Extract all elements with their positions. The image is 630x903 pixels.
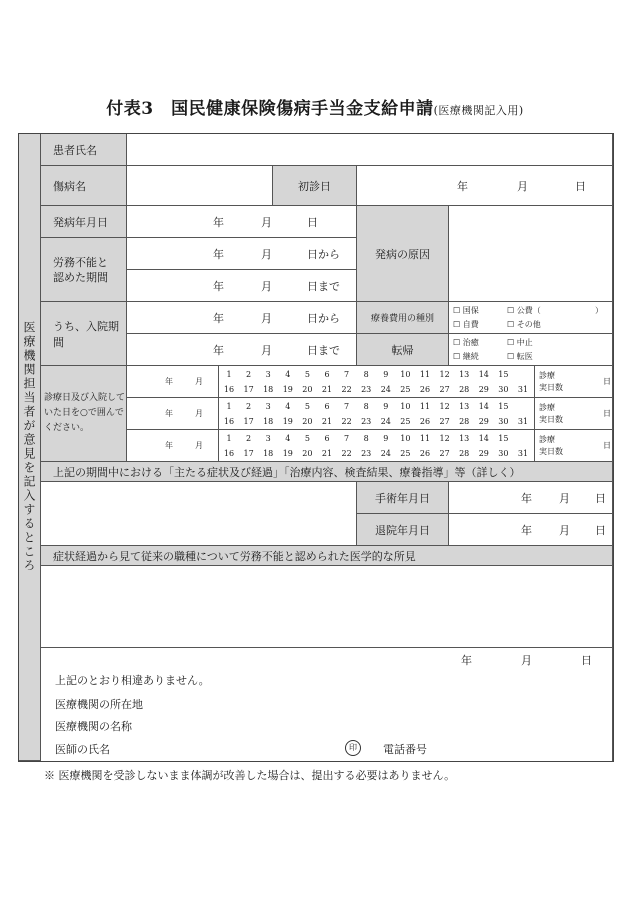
calendar-day[interactable]: 19 <box>282 417 293 426</box>
calendar-day[interactable]: 27 <box>439 449 450 458</box>
opinion-field[interactable] <box>41 566 613 648</box>
patient-name-label: 患者氏名 <box>41 134 127 166</box>
calendar-day[interactable]: 18 <box>263 449 274 458</box>
calendar-day[interactable]: 12 <box>439 370 450 379</box>
calendar-day[interactable]: 24 <box>380 385 391 394</box>
calendar-day[interactable]: 5 <box>304 370 310 379</box>
onset-year: 年 <box>213 215 224 229</box>
side-label: 医療機関担当者が意見を記入するところ <box>19 134 41 761</box>
onset-day: 日 <box>307 215 318 229</box>
calendar-day[interactable]: 7 <box>344 370 350 379</box>
patient-name-field[interactable] <box>127 134 613 166</box>
calendar-3-count-label-a: 診療 <box>539 435 555 444</box>
incapacity-from-day: 日から <box>307 247 340 261</box>
calendar-3-month: 月 <box>195 441 203 450</box>
form-title <box>0 94 630 119</box>
calendar-day[interactable]: 23 <box>361 449 372 458</box>
calendar-day[interactable]: 19 <box>282 449 293 458</box>
calendar-day[interactable]: 28 <box>459 449 470 458</box>
hospital-until-year: 年 <box>213 343 224 357</box>
calendar-day[interactable]: 14 <box>478 402 489 411</box>
calendar-2-year: 年 <box>165 409 173 418</box>
calendar-day[interactable]: 16 <box>223 417 235 426</box>
calendar-day[interactable]: 15 <box>498 370 509 379</box>
calendar-day[interactable]: 4 <box>285 434 291 443</box>
calendar-day[interactable]: 13 <box>459 370 470 379</box>
calendar-day[interactable]: 8 <box>363 402 369 411</box>
calendar-day[interactable]: 1 <box>226 402 232 411</box>
calendar-day[interactable]: 21 <box>321 417 333 426</box>
cost-type-options <box>449 302 613 334</box>
calendar-day[interactable]: 8 <box>363 370 369 379</box>
calendar-day[interactable]: 11 <box>419 402 431 411</box>
calendar-day[interactable]: 18 <box>263 385 274 394</box>
calendar-day[interactable]: 15 <box>498 434 509 443</box>
surgery-date-field[interactable] <box>449 482 613 514</box>
calendar-day[interactable]: 7 <box>344 434 350 443</box>
calendar-day[interactable]: 27 <box>439 385 450 394</box>
calendar-day[interactable]: 13 <box>459 402 470 411</box>
calendar-2-count-label-a: 診療 <box>539 403 555 412</box>
calendar-2-month: 月 <box>195 409 203 418</box>
calendar-day[interactable]: 21 <box>321 449 333 458</box>
calendar-day[interactable]: 28 <box>459 417 470 426</box>
calendar-day[interactable]: 22 <box>341 449 352 458</box>
calendar-day[interactable]: 6 <box>324 434 330 443</box>
footnote: ※ 医療機関を受診しないまま体調が改善した場合は、提出する必要はありません。 <box>44 769 456 782</box>
disease-name-field[interactable] <box>127 166 273 206</box>
outcome-option-transfer[interactable]: ☐ 転医 <box>507 352 533 361</box>
surgery-day: 日 <box>595 491 606 505</box>
calendar-day[interactable]: 14 <box>478 434 489 443</box>
first-visit-year: 年 <box>457 179 468 193</box>
calendar-day[interactable]: 5 <box>304 434 310 443</box>
cost-option-kouhi-close: ） <box>595 306 603 315</box>
surgery-date-label: 手術年月日 <box>357 482 449 514</box>
calendar-days-2[interactable] <box>219 398 535 430</box>
calendar-day[interactable]: 9 <box>383 434 389 443</box>
calendar-day[interactable]: 26 <box>419 449 431 458</box>
calendar-count-2[interactable] <box>535 398 613 430</box>
certification-block <box>41 648 613 761</box>
calendar-day[interactable]: 24 <box>380 449 391 458</box>
calendar-day[interactable]: 10 <box>400 402 411 411</box>
calendar-month-1[interactable] <box>127 366 219 398</box>
calendar-day[interactable]: 3 <box>265 402 271 411</box>
hospital-from-day: 日から <box>307 311 340 325</box>
calendar-day[interactable]: 10 <box>400 434 411 443</box>
incapacity-period-label: 労務不能と認めた期間 <box>41 238 127 302</box>
form-title-main: 付表3 国民健康保険傷病手当金支給申請 <box>106 99 434 119</box>
cost-option-other[interactable]: ☐ その他 <box>507 320 541 329</box>
calendar-day[interactable]: 30 <box>498 385 509 394</box>
calendar-1-count-label-b: 実日数 <box>539 383 563 392</box>
calendar-count-1[interactable] <box>535 366 613 398</box>
calendar-day[interactable]: 17 <box>243 449 254 458</box>
calendar-day[interactable]: 2 <box>246 370 252 379</box>
calendar-day[interactable]: 17 <box>243 417 254 426</box>
incapacity-until-day: 日まで <box>307 279 340 293</box>
calendar-day[interactable]: 15 <box>498 402 509 411</box>
calendar-day[interactable]: 19 <box>282 385 293 394</box>
application-form <box>18 133 614 762</box>
calendar-day[interactable]: 24 <box>380 417 391 426</box>
discharge-date-label: 退院年月日 <box>357 514 449 546</box>
calendar-day[interactable]: 9 <box>383 370 389 379</box>
calendar-day[interactable]: 1 <box>226 434 232 443</box>
calendar-day[interactable]: 25 <box>400 449 411 458</box>
calendar-day[interactable]: 6 <box>324 402 330 411</box>
outcome-options <box>449 334 613 366</box>
incapacity-from-field[interactable] <box>127 238 357 270</box>
calendar-day[interactable]: 9 <box>383 402 389 411</box>
outcome-option-stopped[interactable]: ☐ 中止 <box>507 338 533 347</box>
calendar-day[interactable]: 12 <box>439 402 450 411</box>
cert-address-label: 医療機関の所在地 <box>55 698 143 711</box>
onset-month: 月 <box>261 215 272 229</box>
surgery-month: 月 <box>559 491 570 505</box>
calendar-day[interactable]: 31 <box>517 417 529 426</box>
onset-date-field[interactable] <box>127 206 357 238</box>
calendar-3-year: 年 <box>165 441 173 450</box>
cert-doctor-label: 医師の氏名 <box>55 743 110 756</box>
outcome-label: 転帰 <box>357 334 449 366</box>
calendar-day[interactable]: 20 <box>302 449 313 458</box>
calendar-day[interactable]: 28 <box>459 385 470 394</box>
outcome-option-continuing[interactable]: ☐ 継続 <box>453 352 479 361</box>
seal-icon: 印 <box>345 740 361 756</box>
calendar-day[interactable]: 4 <box>285 402 291 411</box>
calendar-days-1[interactable] <box>219 366 535 398</box>
onset-date-label: 発病年月日 <box>41 206 127 238</box>
calendar-day[interactable]: 26 <box>419 417 431 426</box>
calendar-1-month: 月 <box>195 377 203 386</box>
discharge-year: 年 <box>521 523 532 537</box>
calendar-3-count-label-b: 実日数 <box>539 447 563 456</box>
hospital-from-month: 月 <box>261 311 272 325</box>
disease-name-label: 傷病名 <box>41 166 127 206</box>
calendar-day[interactable]: 25 <box>400 385 411 394</box>
discharge-month: 月 <box>559 523 570 537</box>
cost-option-kouhi[interactable]: ☐ 公費（ <box>507 306 541 315</box>
cause-label: 発病の原因 <box>357 206 449 302</box>
calendar-day[interactable]: 20 <box>302 417 313 426</box>
calendar-day[interactable]: 22 <box>341 385 352 394</box>
cert-name-label: 医療機関の名称 <box>55 720 132 733</box>
calendar-day[interactable]: 27 <box>439 417 450 426</box>
calendar-day[interactable]: 29 <box>478 449 489 458</box>
first-visit-field[interactable] <box>357 166 613 206</box>
incapacity-until-month: 月 <box>261 279 272 293</box>
visit-days-label: 診療日及び入院していた日を○で囲んでください。 <box>41 366 127 462</box>
first-visit-label: 初診日 <box>273 166 357 206</box>
calendar-day[interactable]: 8 <box>363 434 369 443</box>
cost-option-jihi[interactable]: ☐ 自費 <box>453 320 479 329</box>
outcome-option-cured[interactable]: ☐ 治癒 <box>453 338 479 347</box>
hospital-until-day: 日まで <box>307 343 340 357</box>
calendar-day[interactable]: 18 <box>263 417 274 426</box>
calendar-3-count-unit: 日 <box>603 441 611 450</box>
calendar-day[interactable]: 30 <box>498 449 509 458</box>
hospital-until-month: 月 <box>261 343 272 357</box>
calendar-day[interactable]: 2 <box>246 434 252 443</box>
calendar-day[interactable]: 3 <box>265 434 271 443</box>
cert-day: 日 <box>581 654 592 667</box>
calendar-day[interactable]: 16 <box>223 449 235 458</box>
opinion-header: 症状経過から見て従来の職種について労務不能と認められた医学的な所見 <box>41 546 613 566</box>
calendar-day[interactable]: 26 <box>419 385 431 394</box>
calendar-month-3[interactable] <box>127 430 219 462</box>
calendar-day[interactable]: 20 <box>302 385 313 394</box>
calendar-day[interactable]: 11 <box>419 370 431 379</box>
calendar-day[interactable]: 16 <box>223 385 235 394</box>
calendar-day[interactable]: 17 <box>243 385 254 394</box>
first-visit-month: 月 <box>517 179 528 193</box>
calendar-day[interactable]: 7 <box>344 402 350 411</box>
cost-option-kokuho[interactable]: ☐ 国保 <box>453 306 479 315</box>
hospital-from-field[interactable] <box>127 302 357 334</box>
calendar-day[interactable]: 6 <box>324 370 330 379</box>
incapacity-from-month: 月 <box>261 247 272 261</box>
cert-month: 月 <box>521 654 532 667</box>
calendar-day[interactable]: 1 <box>226 370 232 379</box>
hospital-period-label: うち、入院期間 <box>41 302 127 366</box>
symptoms-field[interactable] <box>41 482 357 546</box>
calendar-1-year: 年 <box>165 377 173 386</box>
calendar-day[interactable]: 23 <box>361 385 372 394</box>
first-visit-day: 日 <box>575 179 586 193</box>
calendar-day[interactable]: 30 <box>498 417 509 426</box>
form-title-sub: (医療機関記入用) <box>433 104 524 117</box>
cert-phone-label: 電話番号 <box>383 743 427 756</box>
hospital-from-year: 年 <box>213 311 224 325</box>
calendar-count-3[interactable] <box>535 430 613 462</box>
surgery-year: 年 <box>521 491 532 505</box>
discharge-day: 日 <box>595 523 606 537</box>
calendar-day[interactable]: 31 <box>517 385 529 394</box>
incapacity-until-year: 年 <box>213 279 224 293</box>
cause-field[interactable] <box>449 206 613 302</box>
calendar-day[interactable]: 29 <box>478 385 489 394</box>
cert-statement: 上記のとおり相違ありません。 <box>55 674 210 687</box>
discharge-date-field[interactable] <box>449 514 613 546</box>
incapacity-from-year: 年 <box>213 247 224 261</box>
calendar-2-count-label-b: 実日数 <box>539 415 563 424</box>
calendar-day[interactable]: 5 <box>304 402 310 411</box>
calendar-day[interactable]: 31 <box>517 449 529 458</box>
incapacity-until-field[interactable] <box>127 270 357 302</box>
calendar-day[interactable]: 21 <box>321 385 333 394</box>
calendar-day[interactable]: 3 <box>265 370 271 379</box>
calendar-1-count-label-a: 診療 <box>539 371 555 380</box>
calendar-day[interactable]: 10 <box>400 370 411 379</box>
cost-type-label: 療養費用の種別 <box>357 302 449 334</box>
calendar-1-count-unit: 日 <box>603 377 611 386</box>
calendar-day[interactable]: 23 <box>361 417 372 426</box>
calendar-day[interactable]: 12 <box>439 434 450 443</box>
calendar-day[interactable]: 14 <box>478 370 489 379</box>
calendar-day[interactable]: 11 <box>419 434 431 443</box>
calendar-day[interactable]: 29 <box>478 417 489 426</box>
calendar-2-count-unit: 日 <box>603 409 611 418</box>
hospital-until-field[interactable] <box>127 334 357 366</box>
calendar-month-2[interactable] <box>127 398 219 430</box>
calendar-day[interactable]: 22 <box>341 417 352 426</box>
calendar-day[interactable]: 13 <box>459 434 470 443</box>
cert-year: 年 <box>461 654 472 667</box>
symptoms-header: 上記の期間中における「主たる症状及び経過」「治療内容、検査結果、療養指導」等（詳しく） <box>41 462 613 482</box>
calendar-day[interactable]: 2 <box>246 402 252 411</box>
calendar-day[interactable]: 25 <box>400 417 411 426</box>
calendar-days-3[interactable] <box>219 430 535 462</box>
calendar-day[interactable]: 4 <box>285 370 291 379</box>
